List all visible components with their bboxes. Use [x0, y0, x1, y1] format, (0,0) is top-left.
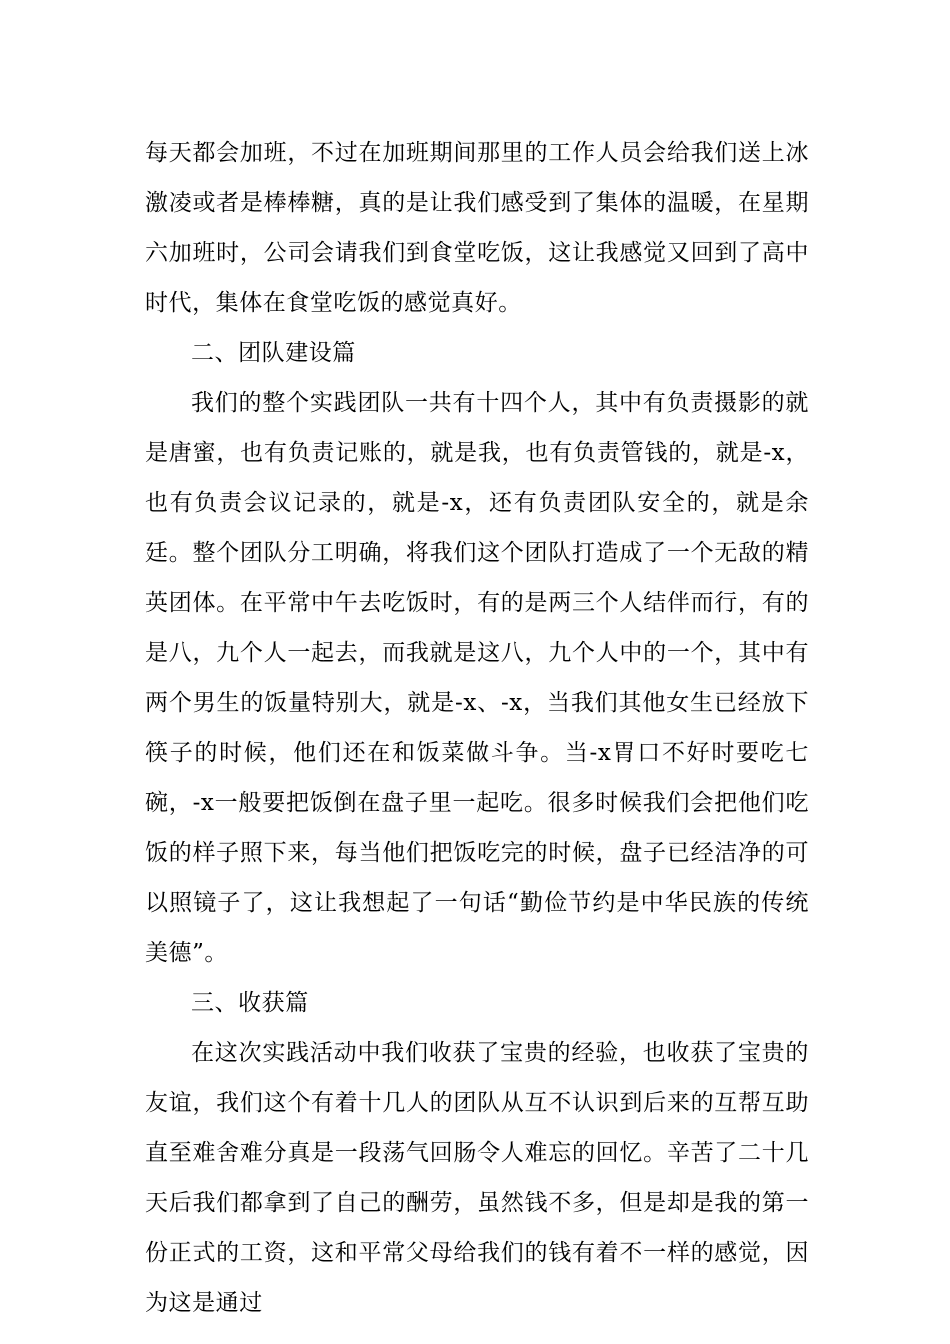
paragraph-harvest: 在这次实践活动中我们收获了宝贵的经验，也收获了宝贵的友谊，我们这个有着十几人的团队从互不认识到后来的互帮互助直至难舍难分真是一段荡气回肠令人难忘的回忆。辛苦了二十几天后我们都拿到了自己的酬劳，虽然钱不多，但是却是我的第一份正式的工资，这和平常父母给我们的钱有着不一样的感觉，因为这是通过: [145, 1040, 809, 1316]
section-heading-harvest: 三、收获篇: [191, 990, 309, 1016]
paragraph-team-building: 我们的整个实践团队一共有十四个人，其中有负责摄影的就是唐蜜，也有负责记账的，就是我，也有负责管钱的，就是-x，也有负责会议记录的，就是-x，还有负责团队安全的，就是余廷。整个团队分工明确，将我们这个团队打造成了一个无敌的精英团体。在平常中午去吃饭时，有的是两三个人结伴而行，有的是八，九个人一起去，而我就是这八，九个人中的一个，其中有两个男生的饭量特别大，就是-x、-x，当我们其他女生已经放下筷子的时候，他们还在和饭菜做斗争。当-x胃口不好时要吃七碗，-x一般要把饭倒在盘子里一起吃。很多时候我们会把他们吃饭的样子照下来，每当他们把饭吃完的时候，盘子已经洁净的可以照镜子了，这让我想起了一句话“勤俭节约是中华民族的传统美德”。: [145, 390, 809, 966]
document-body: [145, 128, 809, 1328]
paragraph-continuation: 每天都会加班，不过在加班期间那里的工作人员会给我们送上冰激凌或者是棒棒糖，真的是让我们感受到了集体的温暖，在星期六加班时，公司会请我们到食堂吃饭，这让我感觉又回到了高中时代，集体在食堂吃饭的感觉真好。: [145, 140, 809, 316]
section-heading-team-building: 二、团队建设篇: [191, 340, 356, 366]
